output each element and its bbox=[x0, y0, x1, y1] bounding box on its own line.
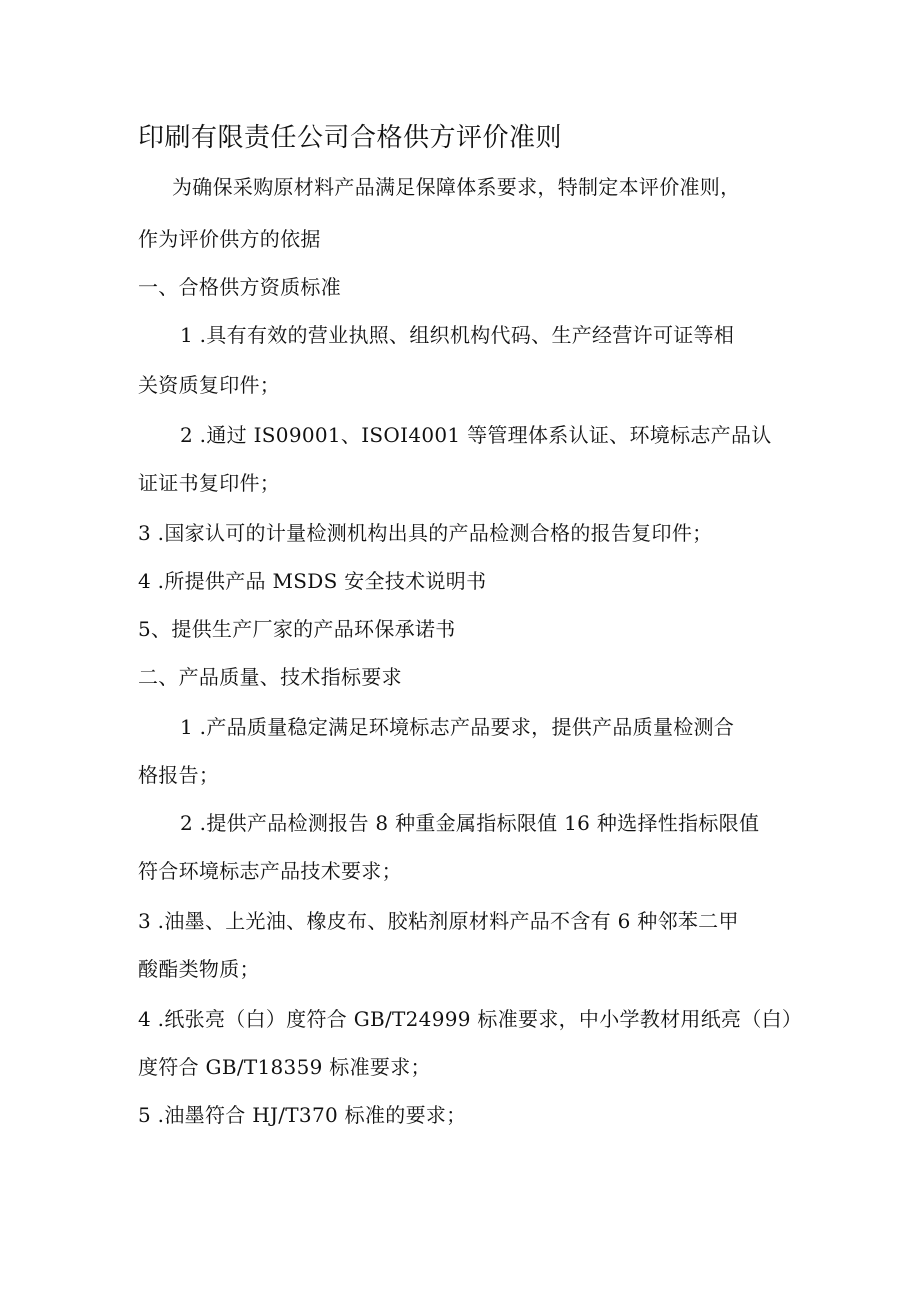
section2-item5: 5 .油墨符合 HJ/T370 标准的要求； bbox=[138, 1103, 467, 1127]
section2-item3-line1: 3 .油墨、上光油、橡皮布、胶粘剂原材料产品不含有 6 种邻苯二甲 bbox=[138, 909, 739, 933]
section2-item1-line1: 1 .产品质量稳定满足环境标志产品要求，提供产品质量检测合 bbox=[180, 715, 735, 739]
section2-item3-line2: 酸酯类物质； bbox=[138, 957, 260, 981]
section1-item2-line1: 2 .通过 IS09001、ISOI4001 等管理体系认证、环境标志产品认 bbox=[180, 423, 772, 447]
intro-line-2: 作为评价供方的依据 bbox=[138, 227, 321, 251]
section1-item3: 3 .国家认可的计量检测机构出具的产品检测合格的报告复印件； bbox=[138, 521, 713, 545]
section1-heading: 一、合格供方资质标准 bbox=[138, 275, 341, 299]
section1-item1-line2: 关资质复印件； bbox=[138, 373, 281, 397]
section2-item2-line1: 2 .提供产品检测报告 8 种重金属指标限值 16 种选择性指标限值 bbox=[180, 811, 760, 835]
section2-item4-line2: 度符合 GB/T18359 标准要求； bbox=[138, 1055, 431, 1079]
document-title: 印刷有限责任公司合格供方评价准则 bbox=[138, 123, 563, 153]
intro-line-1: 为确保采购原材料产品满足保障体系要求，特制定本评价准则， bbox=[172, 175, 741, 199]
section1-item4: 4 .所提供产品 MSDS 安全技术说明书 bbox=[138, 569, 487, 593]
section2-item1-line2: 格报告； bbox=[138, 763, 220, 787]
section2-heading: 二、产品质量、技术指标要求 bbox=[138, 665, 402, 689]
section2-item4-line1: 4 .纸张亮（白）度符合 GB/T24999 标准要求，中小学教材用纸亮（白） bbox=[138, 1007, 803, 1031]
section1-item1-line1: 1 .具有有效的营业执照、组织机构代码、生产经营许可证等相 bbox=[180, 323, 735, 347]
section1-item2-line2: 证证书复印件； bbox=[138, 471, 281, 495]
section2-item2-line2: 符合环境标志产品技术要求； bbox=[138, 859, 402, 883]
section1-item5: 5、提供生产厂家的产品环保承诺书 bbox=[138, 617, 456, 641]
